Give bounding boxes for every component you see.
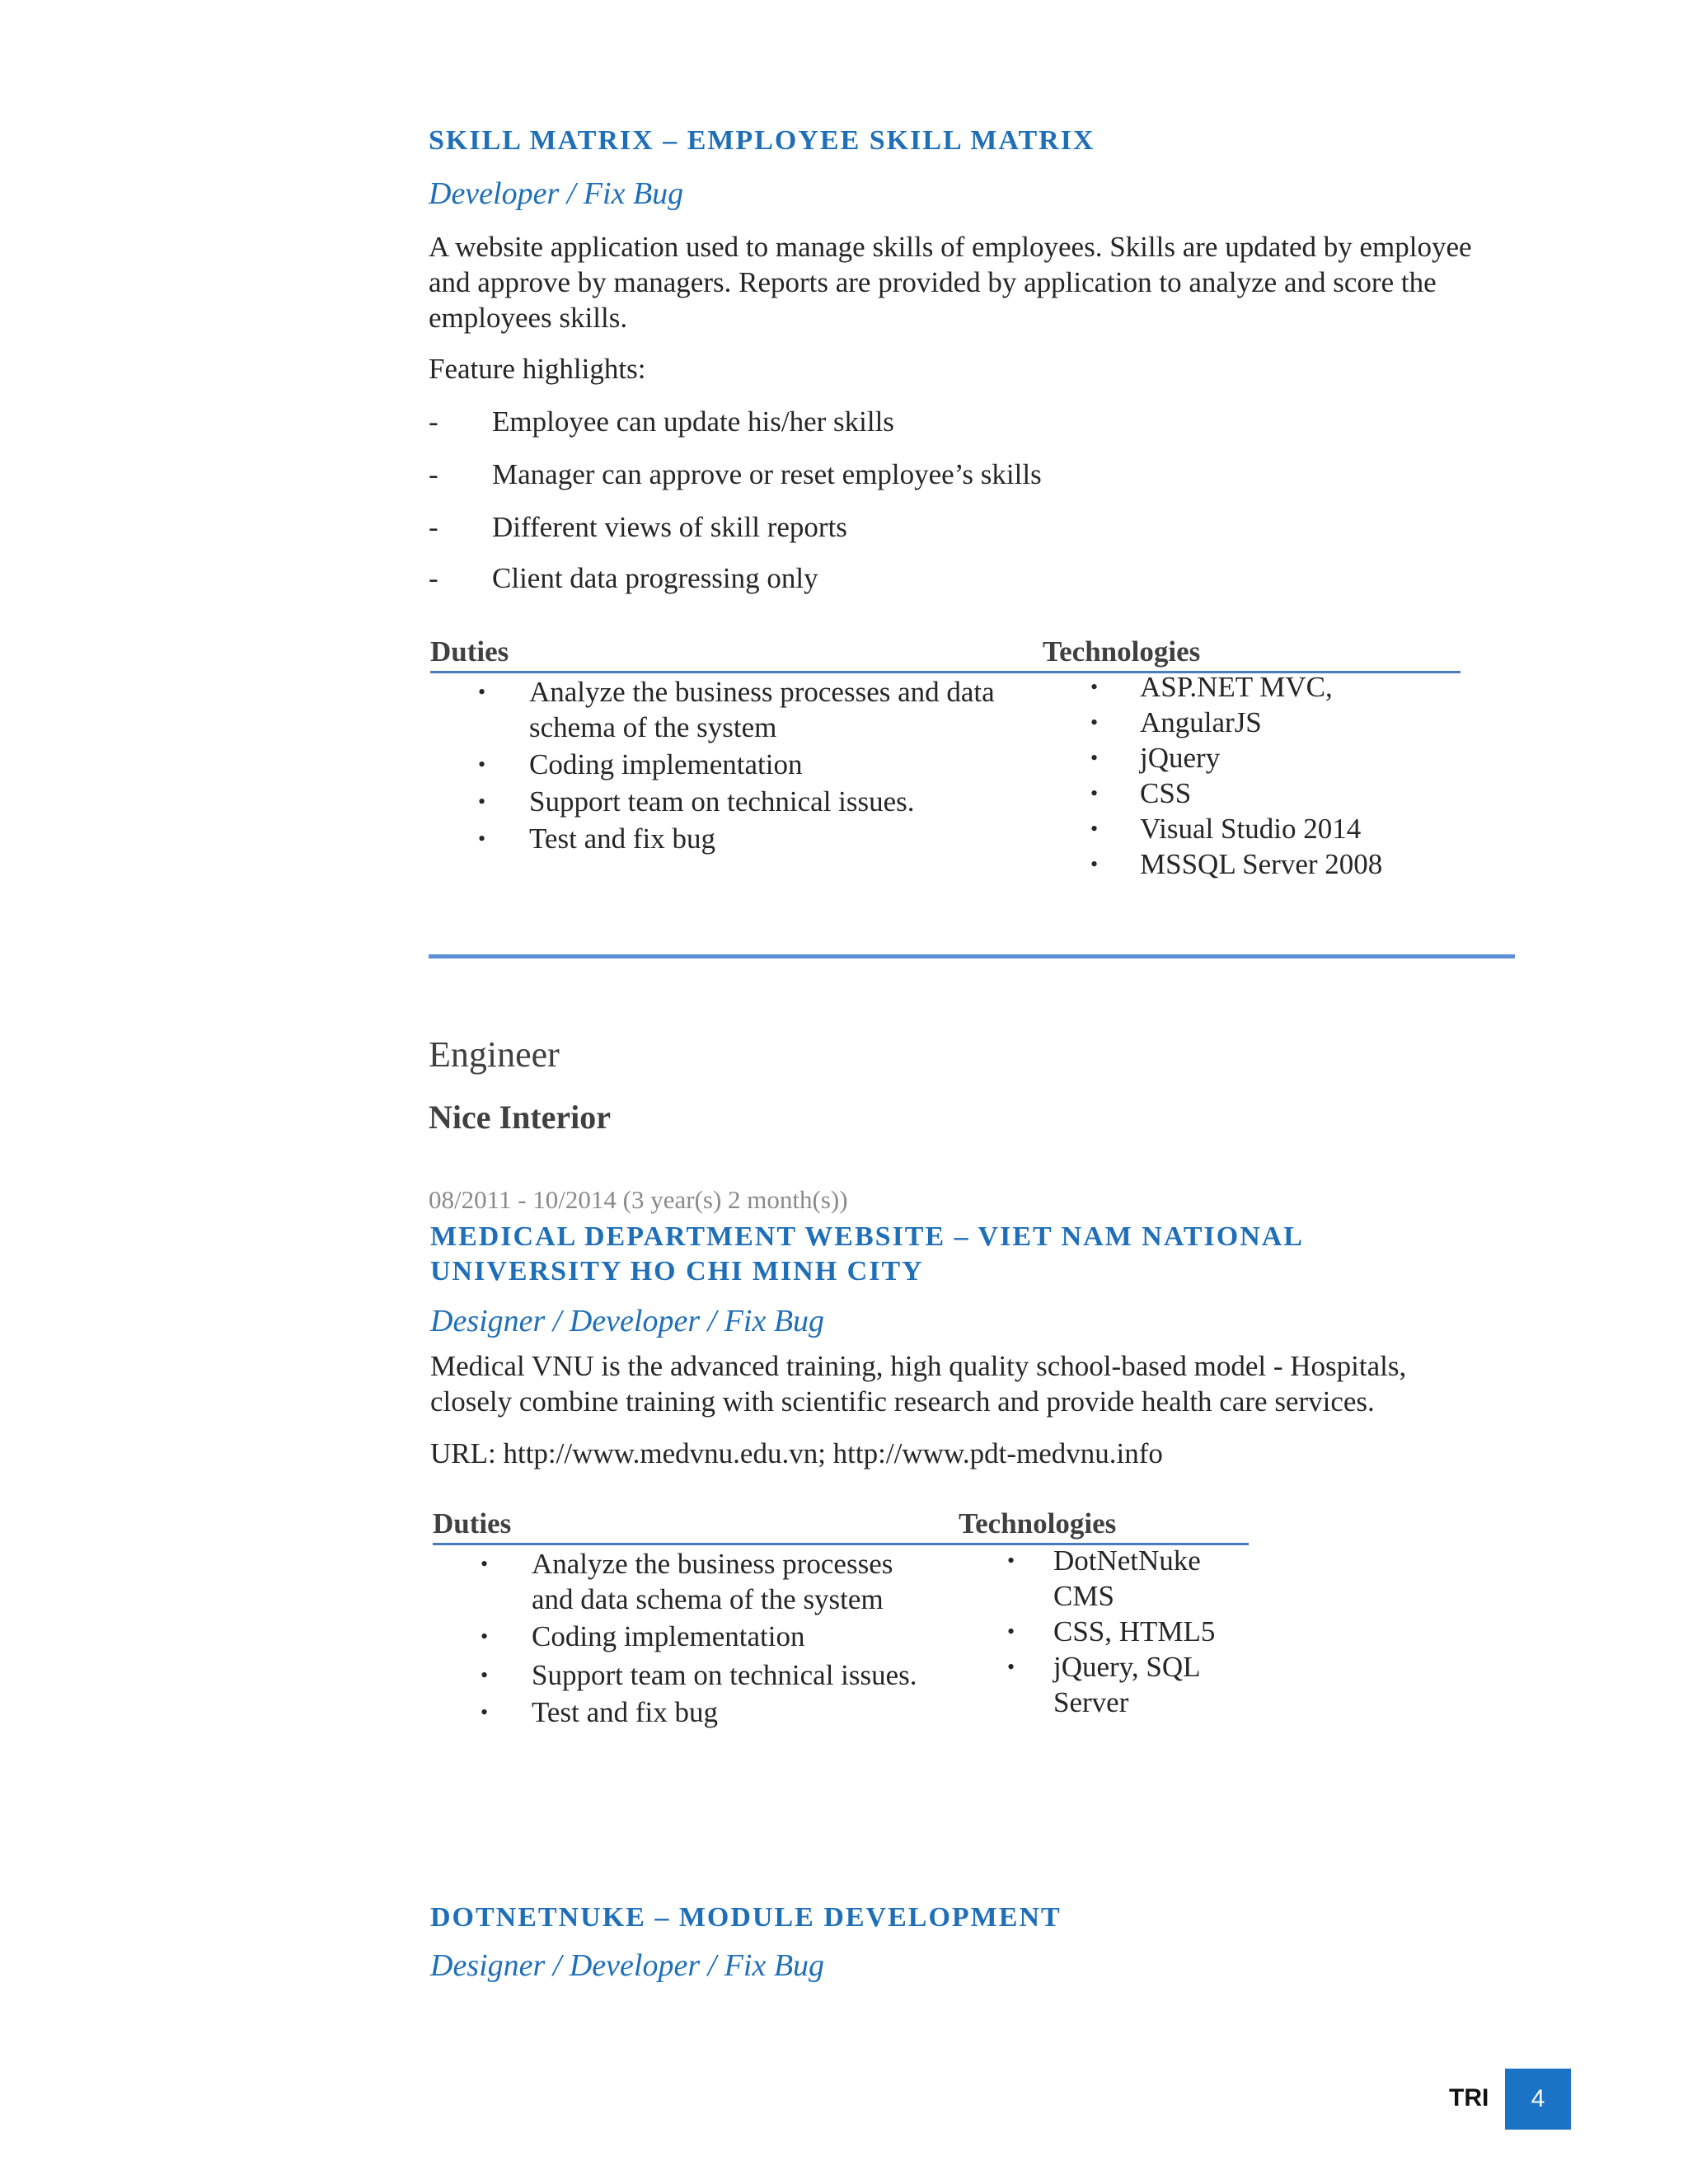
duty-item bbox=[481, 1619, 959, 1654]
technology-item bbox=[1007, 1649, 1254, 1720]
project-url: URL: http://www.medvnu.edu.vn; http://www.pdt-medvnu.info bbox=[430, 1437, 1163, 1469]
job-title: Engineer bbox=[429, 1034, 560, 1075]
duties-list bbox=[481, 1546, 959, 1730]
project-role-wrap bbox=[429, 175, 683, 213]
technology-line: ASP.NET MVC, bbox=[1140, 671, 1333, 703]
job-title-wrap bbox=[429, 1033, 560, 1076]
project-role-wrap bbox=[430, 1947, 824, 1985]
description-line: closely combine training with scientific research and provide health care services. bbox=[430, 1385, 1375, 1418]
dash-marker: - bbox=[429, 562, 438, 594]
duty-line: Coding implementation bbox=[529, 748, 803, 780]
technology-line: jQuery, SQL bbox=[1053, 1651, 1201, 1683]
duty-item bbox=[478, 747, 1039, 782]
technology-item bbox=[1090, 705, 1503, 740]
technology-line: Visual Studio 2014 bbox=[1140, 813, 1362, 845]
description-line: and approve by managers. Reports are provided by application to analyze and score the bbox=[429, 266, 1437, 298]
dash-marker: - bbox=[429, 511, 438, 543]
duties-list bbox=[478, 674, 1039, 856]
feature-item bbox=[429, 560, 1418, 596]
duty-item bbox=[478, 674, 1039, 745]
technology-item bbox=[1007, 1614, 1254, 1649]
duty-line: and data schema of the system bbox=[532, 1583, 884, 1615]
bullet: • bbox=[481, 1624, 489, 1648]
technology-item bbox=[1090, 740, 1503, 776]
bullet: • bbox=[1090, 852, 1099, 876]
technology-line: CMS bbox=[1053, 1580, 1114, 1612]
company-wrap bbox=[429, 1098, 611, 1137]
description-line: employees skills. bbox=[429, 302, 628, 334]
technology-item bbox=[1090, 669, 1503, 705]
duty-line: Support team on technical issues. bbox=[532, 1659, 917, 1691]
technologies-header: Technologies bbox=[959, 1507, 1117, 1540]
project-role: Developer / Fix Bug bbox=[429, 176, 684, 211]
bullet: • bbox=[1007, 1619, 1015, 1643]
feature-text: Employee can update his/her skills bbox=[492, 405, 894, 438]
duty-item bbox=[478, 784, 1039, 819]
project-role-wrap bbox=[430, 1302, 824, 1340]
bullet: • bbox=[481, 1700, 489, 1724]
technology-line: DotNetNuke bbox=[1053, 1544, 1201, 1577]
duty-item bbox=[481, 1694, 959, 1730]
technology-line: CSS bbox=[1140, 777, 1192, 809]
technologies-header: Technologies bbox=[1043, 635, 1201, 668]
feature-text: Client data progressing only bbox=[492, 562, 818, 594]
duty-item bbox=[481, 1546, 959, 1617]
page-number: 4 bbox=[1531, 2085, 1545, 2112]
duty-line: Coding implementation bbox=[532, 1620, 805, 1652]
description-line: A website application used to manage skills of employees. Skills are updated by employee bbox=[429, 231, 1472, 263]
dash-marker: - bbox=[429, 405, 438, 438]
bullet: • bbox=[1090, 710, 1099, 734]
bullet: • bbox=[478, 827, 486, 851]
bullet: • bbox=[1090, 746, 1099, 770]
technologies-list bbox=[1090, 669, 1503, 882]
url-wrap bbox=[430, 1436, 1163, 1471]
technology-item bbox=[1090, 811, 1503, 846]
technology-line: AngularJS bbox=[1140, 706, 1262, 738]
bullet: • bbox=[478, 680, 486, 704]
features-label-wrap bbox=[429, 351, 645, 387]
features-label: Feature highlights: bbox=[429, 353, 646, 385]
bullet: • bbox=[1090, 781, 1099, 805]
bullet: • bbox=[481, 1663, 489, 1687]
project-skill-matrix bbox=[429, 124, 1517, 158]
bullet: • bbox=[1007, 1655, 1015, 1679]
project-title: SKILL MATRIX – EMPLOYEE SKILL MATRIX bbox=[429, 125, 1095, 156]
feature-item bbox=[429, 509, 1418, 545]
feature-text: Manager can approve or reset employee’s skills bbox=[492, 458, 1042, 490]
bullet: • bbox=[1007, 1549, 1015, 1572]
section-divider bbox=[429, 954, 1515, 958]
project-title-line: MEDICAL DEPARTMENT WEBSITE – VIET NAM NATIONAL bbox=[430, 1221, 1304, 1252]
technology-line: jQuery bbox=[1140, 742, 1221, 774]
project-role: Designer / Developer / Fix Bug bbox=[430, 1304, 825, 1338]
technology-line: Server bbox=[1053, 1686, 1129, 1718]
bullet: • bbox=[481, 1552, 489, 1576]
duty-line: Test and fix bug bbox=[529, 823, 715, 855]
technology-line: MSSQL Server 2008 bbox=[1140, 848, 1383, 880]
company-name: Nice Interior bbox=[429, 1099, 612, 1136]
project-title-line: UNIVERSITY HO CHI MINH CITY bbox=[430, 1256, 924, 1286]
duty-line: Analyze the business processes and data bbox=[529, 676, 995, 708]
bullet: • bbox=[1090, 817, 1099, 841]
feature-item bbox=[429, 457, 1418, 492]
project-description bbox=[430, 1348, 1535, 1419]
technology-item bbox=[1090, 776, 1503, 811]
duties-header: Duties bbox=[430, 635, 509, 668]
bullet: • bbox=[478, 790, 486, 813]
footer-name: TRI bbox=[1449, 2084, 1489, 2111]
project-title: DOTNETNUKE – MODULE DEVELOPMENT bbox=[430, 1902, 1062, 1933]
project-medical-department bbox=[430, 1220, 1518, 1289]
description-line: Medical VNU is the advanced training, high quality school-based model - Hospitals, bbox=[430, 1350, 1407, 1382]
duty-item bbox=[478, 821, 1039, 856]
technologies-list bbox=[1007, 1543, 1254, 1720]
project-role: Designer / Developer / Fix Bug bbox=[430, 1948, 825, 1983]
page-number-badge bbox=[1505, 2069, 1571, 2130]
duty-line: Test and fix bug bbox=[532, 1696, 718, 1728]
technology-item bbox=[1090, 846, 1503, 882]
bullet: • bbox=[1090, 675, 1099, 699]
feature-text: Different views of skill reports bbox=[492, 511, 847, 543]
dash-marker: - bbox=[429, 458, 438, 490]
duties-header: Duties bbox=[433, 1507, 512, 1540]
duty-line: schema of the system bbox=[529, 711, 777, 743]
duty-line: Analyze the business processes bbox=[532, 1548, 893, 1580]
project-description bbox=[429, 229, 1533, 335]
project-dotnetnuke bbox=[430, 1900, 1518, 1935]
bullet: • bbox=[478, 752, 486, 776]
duty-item bbox=[481, 1657, 959, 1693]
technology-line: CSS, HTML5 bbox=[1053, 1615, 1216, 1647]
duty-line: Support team on technical issues. bbox=[529, 785, 915, 818]
technology-item bbox=[1007, 1543, 1254, 1614]
feature-item bbox=[429, 404, 1418, 439]
employment-period: 08/2011 - 10/2014 (3 year(s) 2 month(s)) bbox=[429, 1185, 848, 1214]
